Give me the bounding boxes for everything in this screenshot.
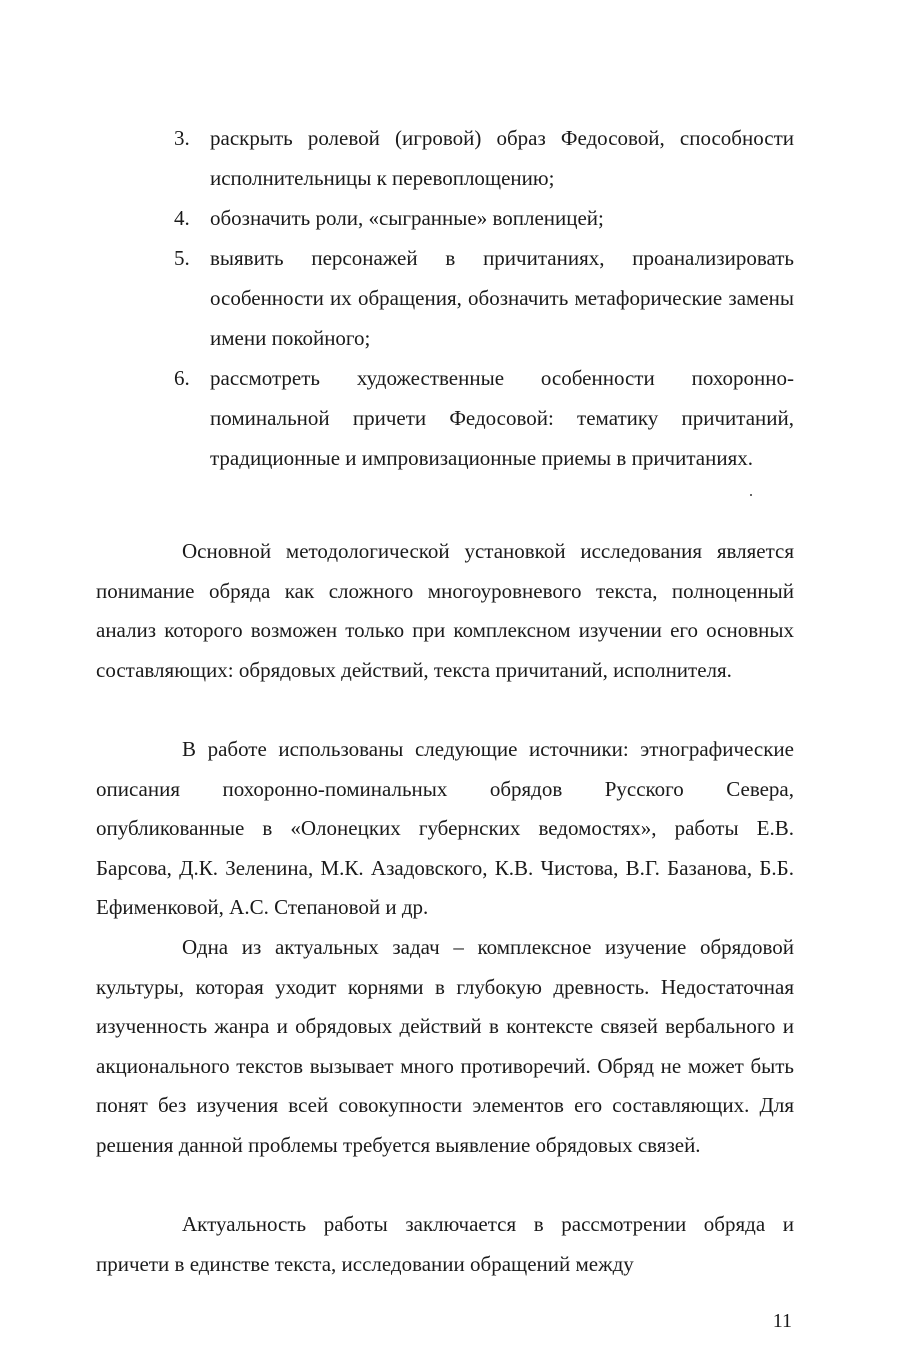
list-item	[174, 198, 794, 238]
list-item	[174, 358, 794, 478]
list-item-number: 3.	[174, 126, 190, 150]
list-item-number: 6.	[174, 366, 190, 390]
paragraph-tasks: Одна из актуальных задач – комплексное изучение обрядовой культуры, которая уходит корнями в глубокую древность. Недостаточная изученность жанра и обрядовых действий в контексте связей вербального и акционального текстов вызывает много противоречий. Обряд не может быть понят без изучения всей совокупности элементов его составляющих. Для решения данной проблемы требуется выявление обрядовых связей.	[96, 935, 794, 1157]
list-item-text: обозначить роли, «сыгранные» вопленицей;	[210, 206, 604, 230]
list-item-number: 4.	[174, 206, 190, 230]
task-list	[174, 118, 794, 478]
list-item	[174, 118, 794, 198]
scan-speck	[750, 494, 752, 496]
list-item-number: 5.	[174, 246, 190, 270]
paragraph-methodology: Основной методологической установкой исследования является понимание обряда как сложного многоуровневого текста, полноценный анализ которого возможен только при комплексном изучении его основных составляющих: обрядовых действий, текста причитаний, исполнителя.	[96, 539, 794, 682]
page-number: 11	[772, 1310, 792, 1332]
paragraph-sources: В работе использованы следующие источники: этнографические описания похоронно-поминальных обрядов Русского Севера, опубликованные в «Олонецких губернских ведомостях», работы Е.В. Барсова, Д.К. Зеленина, М.К. Азадовского, К.В. Чистова, В.Г. Базанова, Б.Б. Ефименковой, А.С. Степановой и др.	[96, 737, 794, 920]
list-item-text: рассмотреть художественные особенности похоронно-поминальной причети Федосовой: тематику причитаний, традиционные и импровизационные приемы в причитаниях.	[210, 366, 794, 470]
list-item	[174, 238, 794, 358]
list-item-text: выявить персонажей в причитаниях, проанализировать особенности их обращения, обозначить метафорические замены имени покойного;	[210, 246, 794, 350]
paragraph-relevance: Актуальность работы заключается в рассмотрении обряда и причети в единстве текста, исследовании обращений между	[96, 1212, 794, 1276]
list-item-text: раскрыть ролевой (игровой) образ Федосовой, способности исполнительницы к перевоплощению;	[210, 126, 794, 190]
